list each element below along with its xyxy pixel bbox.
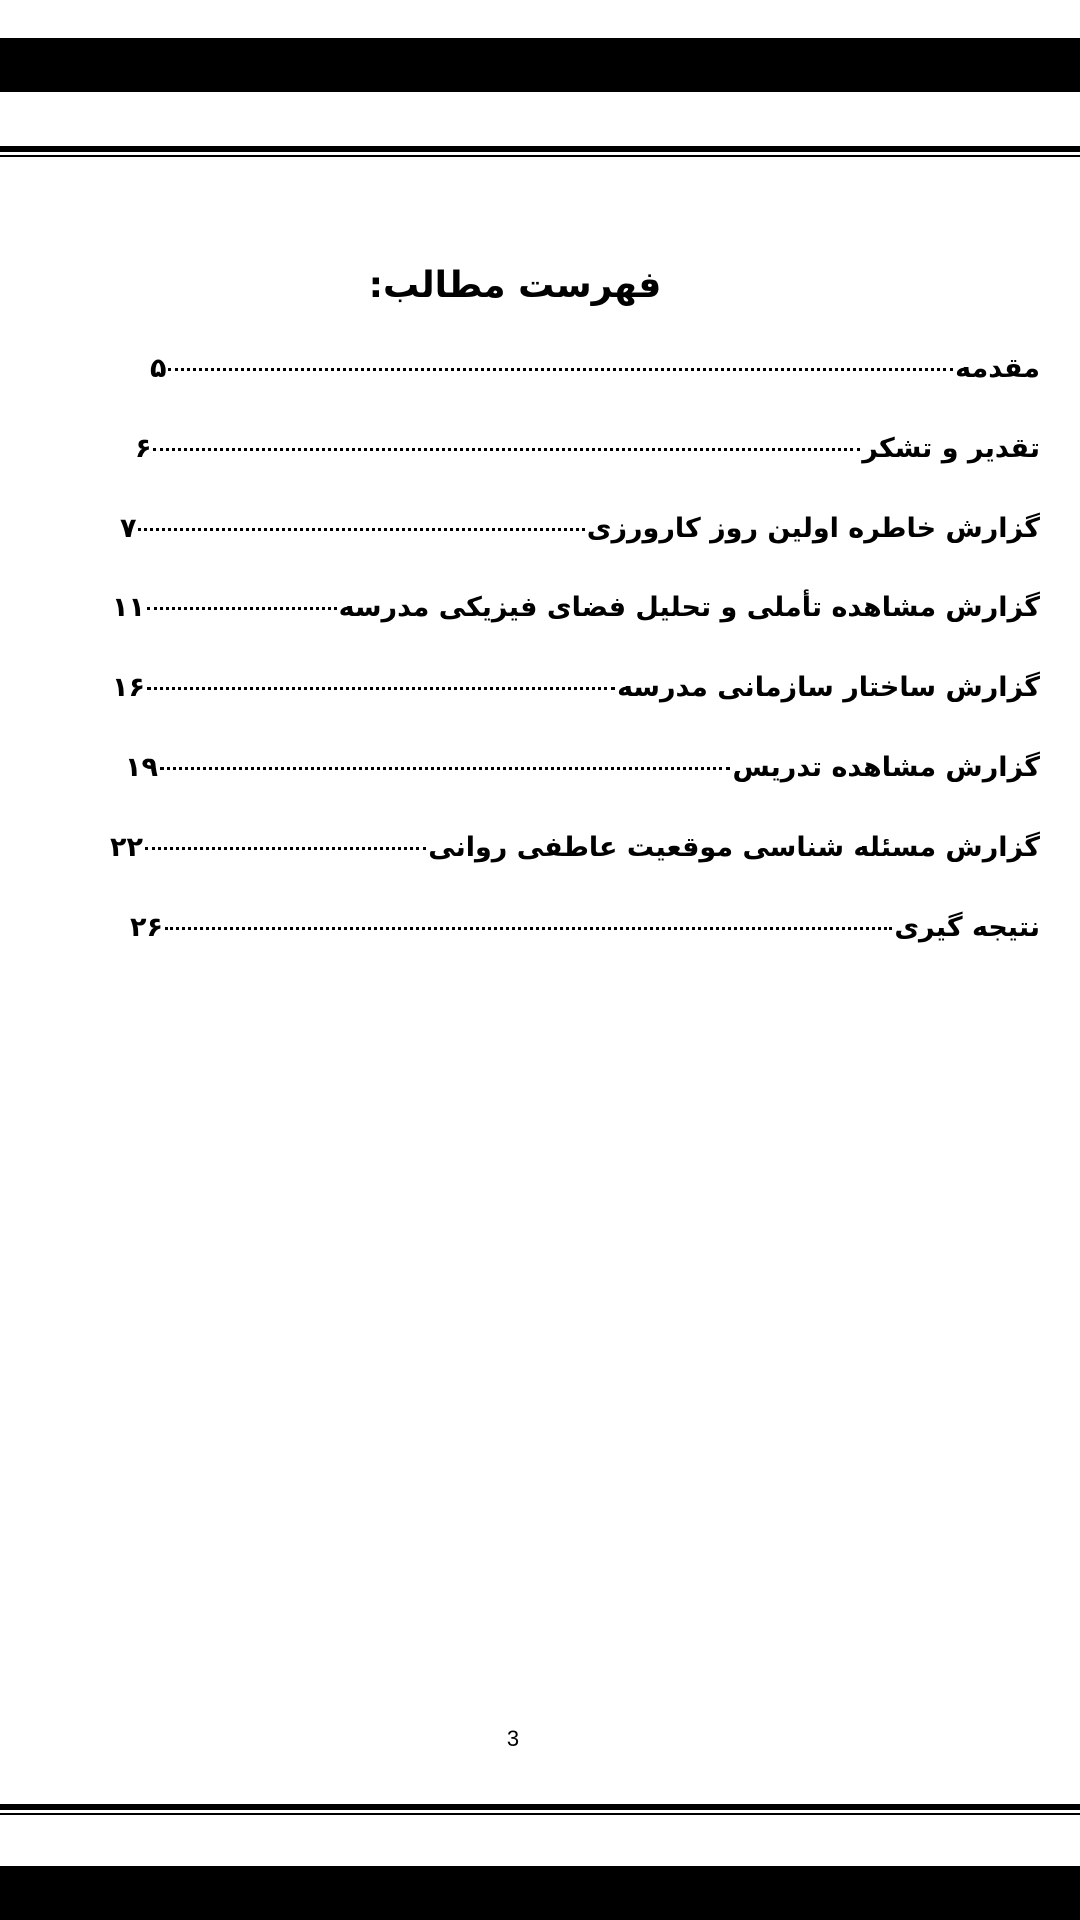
toc-entry-page: ۶ — [135, 433, 152, 464]
toc-row — [135, 433, 1040, 475]
toc-dot-leader — [145, 847, 426, 850]
header-band — [0, 38, 1080, 92]
toc-dot-leader — [153, 448, 860, 451]
toc-dot-leader — [138, 528, 584, 531]
toc-entry-label: گزارش مشاهده تدریس — [732, 752, 1040, 783]
toc-dot-leader — [165, 927, 892, 930]
toc-entry-page: ۱۹ — [125, 752, 158, 783]
toc-dot-leader — [160, 767, 731, 770]
toc-entry-page: ۱۶ — [112, 672, 145, 703]
footer-rule-thin — [0, 1813, 1080, 1815]
toc-entry-page: ۲۶ — [130, 912, 163, 943]
toc-entry-page: ۷ — [120, 513, 137, 544]
toc-entry-page: ۱۱ — [112, 592, 145, 623]
toc-row — [120, 513, 1040, 555]
footer-band — [0, 1866, 1080, 1920]
toc-dot-leader — [147, 607, 337, 610]
toc-entry-label: گزارش مسئله شناسی موقعیت عاطفی روانی — [428, 832, 1040, 863]
toc-entry-label: مقدمه — [955, 353, 1040, 384]
footer-rule-thick — [0, 1804, 1080, 1810]
toc-entry-label: نتیجه گیری — [894, 912, 1040, 943]
toc-row — [125, 752, 1040, 794]
page-number: 3 — [506, 1726, 520, 1751]
header-rule-thin — [0, 155, 1080, 157]
toc-row — [112, 592, 1040, 634]
toc-entry-label: گزارش خاطره اولین روز کارورزی — [586, 513, 1040, 544]
toc-entry-label: گزارش ساختار سازمانی مدرسه — [617, 672, 1040, 703]
toc-entry-page: ۲۲ — [110, 832, 143, 863]
toc-row — [110, 832, 1040, 874]
toc-entry-label: تقدیر و تشکر — [862, 433, 1040, 464]
toc-row — [130, 912, 1040, 954]
toc-dot-leader — [168, 368, 953, 371]
toc-row — [112, 672, 1040, 714]
toc-entry-label: گزارش مشاهده تأملی و تحلیل فضای فیزیکی مدرسه — [338, 592, 1040, 623]
toc-dot-leader — [147, 687, 615, 690]
header-rule-thick — [0, 146, 1080, 152]
toc-entry-page: ۵ — [150, 353, 167, 384]
page-title: فهرست مطالب: — [368, 265, 662, 306]
toc-row — [150, 353, 1040, 395]
